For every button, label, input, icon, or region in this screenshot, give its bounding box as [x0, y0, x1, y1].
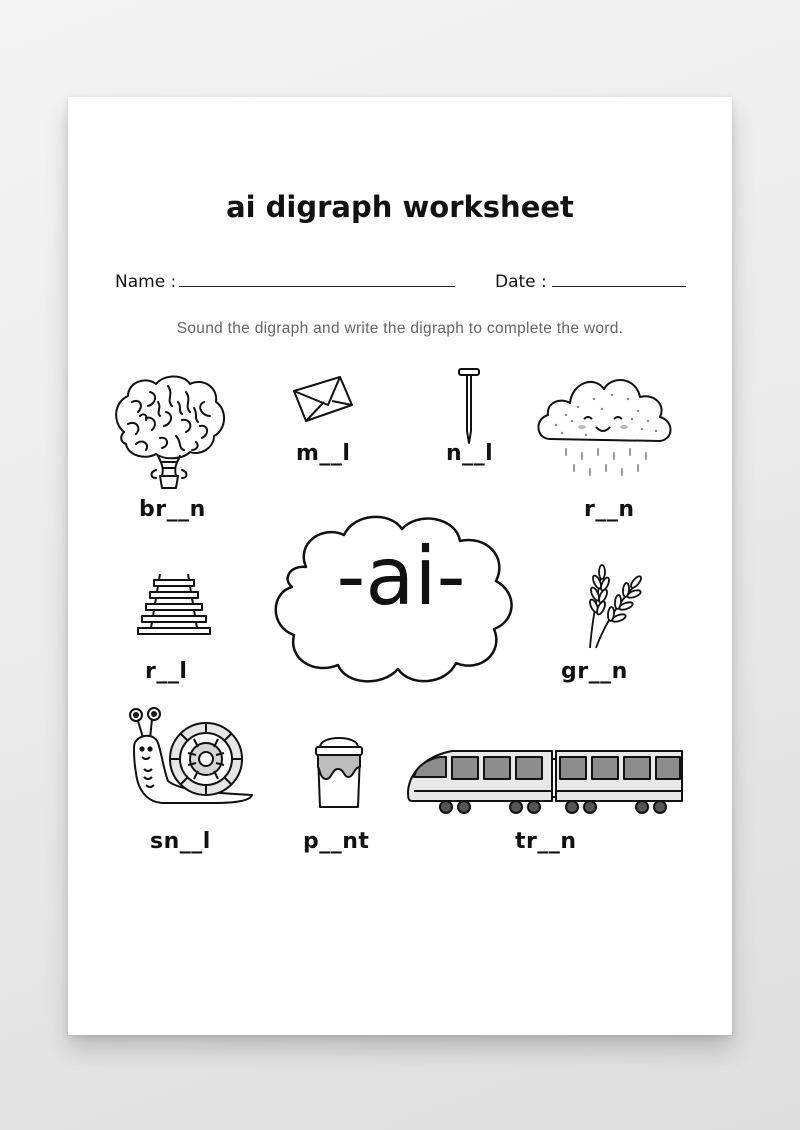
word-mail: m__l: [296, 441, 351, 466]
word-rail: r__l: [145, 659, 188, 684]
snail-icon: [124, 707, 256, 807]
wheat-icon: [580, 562, 644, 650]
word-rain: r__n: [584, 497, 635, 522]
nail-icon: [456, 367, 482, 447]
word-grain: gr__n: [561, 659, 628, 684]
railway-track-icon: [136, 572, 212, 636]
word-brain: br__n: [139, 497, 206, 522]
worksheet-page: [68, 97, 732, 1035]
instruction-text: Sound the digraph and write the digraph to complete the word.: [176, 320, 624, 337]
word-snail: sn__l: [150, 829, 211, 854]
paint-bucket-icon: [312, 733, 366, 811]
word-paint: p__nt: [303, 829, 370, 854]
word-nail: n__l: [446, 441, 494, 466]
envelope-icon: [290, 375, 356, 425]
worksheet-title: ai digraph worksheet: [226, 190, 574, 224]
rain-cloud-icon: [532, 369, 680, 485]
train-icon: [406, 747, 686, 815]
digraph-ai-text: -ai-: [336, 530, 466, 623]
word-train: tr__n: [515, 829, 577, 854]
date-label: Date :: [495, 272, 547, 292]
name-field-line[interactable]: [179, 286, 455, 287]
name-label: Name :: [115, 272, 177, 292]
date-field-line[interactable]: [552, 286, 686, 287]
brain-icon: [110, 372, 228, 492]
